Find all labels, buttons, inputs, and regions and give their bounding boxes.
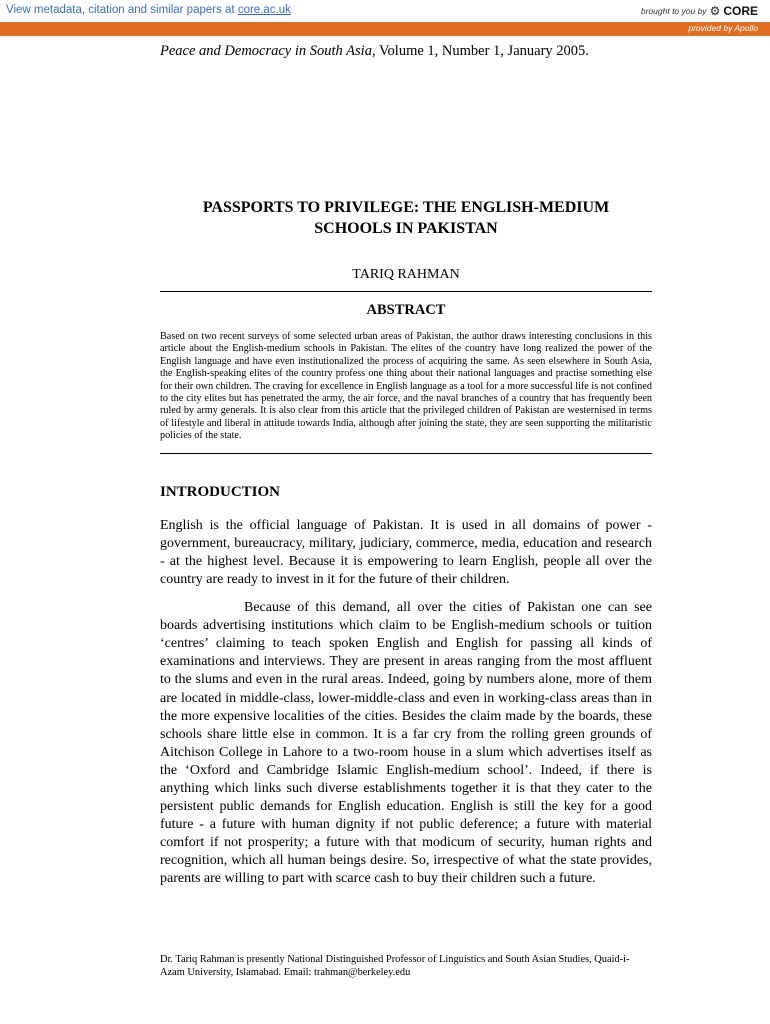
- core-metadata-link[interactable]: [6, 4, 291, 16]
- abstract-bottom-rule: [160, 453, 652, 454]
- journal-name: Peace and Democracy in South Asia: [160, 43, 372, 59]
- provided-by-text[interactable]: provided by Apollo: [688, 23, 758, 33]
- author-footnote: Dr. Tariq Rahman is presently National Distinguished Professor of Linguistics and South Asian Studies, Quaid-i-Azam University, Islamabad. Email: trahman@berkeley.edu: [160, 954, 630, 978]
- journal-details: , Volume 1, Number 1, January 2005.: [371, 43, 589, 59]
- core-logo-icon: ⚙: [709, 4, 721, 18]
- core-brought-by[interactable]: [641, 4, 758, 18]
- paper-page: [160, 36, 652, 889]
- brought-by-text: brought to you by: [640, 6, 707, 16]
- title-line-1: PASSPORTS TO PRIVILEGE: THE ENGLISH-MEDIUM: [202, 199, 610, 216]
- paper-title: [160, 197, 652, 239]
- section-heading-introduction: INTRODUCTION: [160, 483, 281, 500]
- journal-citation: [160, 43, 652, 60]
- abstract-top-rule: [160, 291, 652, 292]
- title-line-2: SCHOOLS IN PAKISTAN: [314, 220, 498, 237]
- core-brand: CORE: [723, 4, 758, 18]
- paragraph-2: Because of this demand, all over the cities of Pakistan one can see boards advertising institutions which claim to be English-medium schools or tuition ‘centres’ claiming to teach spoken English and English for passing all kinds of examinations and interviews. They are present in areas ranging from the most affluent to the slums and even in the rural areas. Indeed, going by numbers alone, more of them are located in middle-class, lower-middle-class and even in working-class areas than in the more expensive localities of the cities. Besides the claim made by the boards, these schools share little else in common. It is a far cry from the rolling green grounds of Aitchison College in Lahore to a two-room house in a slum which advertises itself as the ‘Oxford and Cambridge Islamic English-medium school’. Indeed, if there is anything which links such diverse establishments together it is that they cater to the persistent public demands for English education. English is still the key for a good future - a future with human dignity if not public deference; a future with material comfort if not prosperity; a future with that modicum of security, human rights and recognition, which all human beings desire. So, irrespective of what the state provides, parents are willing to part with scarce cash to buy their children such a future.: [160, 600, 652, 887]
- core-banner: [0, 0, 770, 22]
- core-link-prefix: View metadata, citation and similar papers at: [6, 4, 238, 16]
- core-link-domain[interactable]: core.ac.uk: [237, 4, 291, 16]
- author-name: TARIQ RAHMAN: [352, 267, 460, 282]
- abstract-text: Based on two recent surveys of some selected urban areas of Pakistan, the author draws interesting conclusions in this article about the English-medium schools in Pakistan. The elites of the country have long realized the power of the English language and have even institutionalized the process of acquiring the same. As seen elsewhere in South Asia, the English-speaking elites of the country profess one thing about their national languages and practise something else for their own children. The craving for excellence in English language as a tool for a more successful life is not confined to the city elites but has penetrated the army, the air force, and the naval branches of a country that has frequently been ruled by army generals. It is also clear from this article that the privileged children of Pakistan are westernised in terms of lifestyle and liberal in attitude towards India, although after joining the state, they are seen supporting the militaristic policies of the state.: [160, 331, 652, 442]
- abstract-heading: ABSTRACT: [366, 302, 446, 318]
- paragraph-1: English is the official language of Pakistan. It is used in all domains of power - government, bureaucracy, military, judiciary, commerce, media, education and research - at the highest level. Because it is empowering to learn English, people all over the country are ready to invest in it for the future of their children.: [160, 517, 652, 587]
- core-provided-strip: [0, 22, 770, 36]
